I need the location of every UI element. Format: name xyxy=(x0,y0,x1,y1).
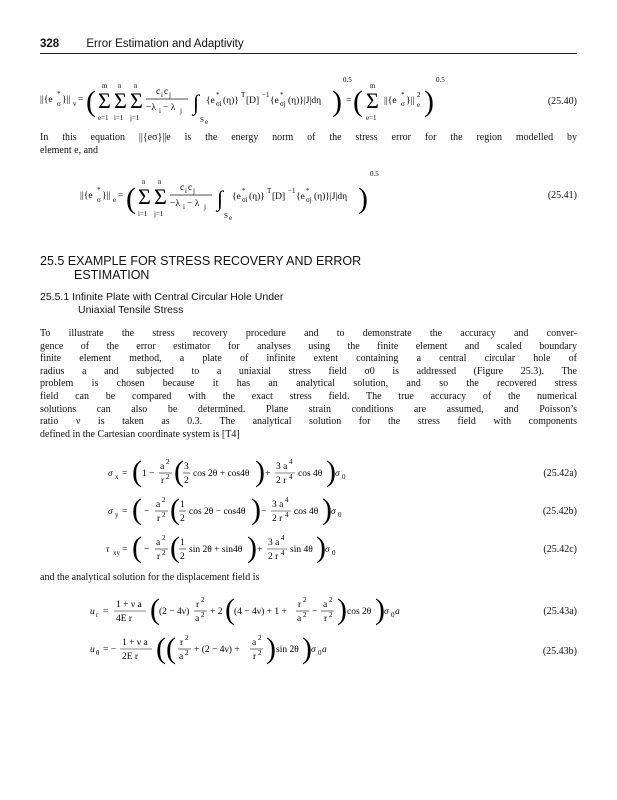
svg-text:||{e: ||{e xyxy=(80,191,93,201)
svg-text:3 a: 3 a xyxy=(272,500,284,510)
svg-text:r: r xyxy=(96,611,99,619)
svg-text:∫: ∫ xyxy=(217,186,224,211)
svg-text:(2 − 4ν): (2 − 4ν) xyxy=(159,607,190,617)
svg-text:u: u xyxy=(90,607,95,617)
svg-text:n: n xyxy=(142,178,146,186)
svg-text:2E r: 2E r xyxy=(122,652,139,662)
svg-text:a: a xyxy=(395,607,400,617)
paragraph-energy-norm xyxy=(40,132,577,157)
section-heading-line: ESTIMATION xyxy=(74,268,150,282)
svg-text:sin 2θ + sin4θ: sin 2θ + sin4θ xyxy=(189,545,243,555)
svg-text:1 + ν a: 1 + ν a xyxy=(116,600,142,610)
svg-text:τ: τ xyxy=(106,545,110,555)
svg-text:c: c xyxy=(180,183,185,193)
svg-text:a: a xyxy=(323,600,328,610)
svg-text:2: 2 xyxy=(162,534,166,542)
svg-text:2: 2 xyxy=(201,596,205,604)
svg-text:Σ: Σ xyxy=(154,184,167,209)
svg-text:): ) xyxy=(375,593,385,626)
svg-text:σ: σ xyxy=(57,100,61,108)
svg-text:−λ: −λ xyxy=(146,103,156,113)
subsection-heading xyxy=(40,291,577,317)
equation-25-42b xyxy=(108,490,408,533)
svg-text:4: 4 xyxy=(281,534,285,542)
svg-text:(η)}: (η)} xyxy=(249,192,265,202)
svg-text:0: 0 xyxy=(391,611,395,619)
paragraph-line: solutions can also be determined. Plane strain conditions are assumed, and Poisson’s xyxy=(40,403,577,415)
svg-text:r: r xyxy=(161,476,165,486)
equation-number: (25.40) xyxy=(547,96,577,107)
svg-text:j: j xyxy=(204,203,206,211)
svg-text:4: 4 xyxy=(285,511,289,519)
svg-text:e=1: e=1 xyxy=(98,114,109,122)
svg-text:u: u xyxy=(90,645,95,655)
svg-text:σ: σ xyxy=(331,507,336,517)
svg-text:+ (2 − 4ν) +: + (2 − 4ν) + xyxy=(194,645,240,655)
svg-text:e: e xyxy=(205,118,209,126)
svg-text:(: ( xyxy=(132,531,142,564)
paragraph-displacement-intro xyxy=(40,572,577,585)
equation-number: (25.43b) xyxy=(542,646,577,657)
svg-text:=: = xyxy=(122,507,128,517)
svg-text:a: a xyxy=(160,462,165,472)
paragraph-line: To illustrate the stress recovery procedure and to demonstrate the accuracy and conver- xyxy=(40,328,577,339)
equation-25-43b-graphic xyxy=(90,628,430,670)
svg-text:2 r: 2 r xyxy=(268,552,279,562)
svg-text:2: 2 xyxy=(162,496,166,504)
svg-text:σ: σ xyxy=(97,196,101,204)
svg-text:4: 4 xyxy=(289,458,293,466)
svg-text:cos 4θ: cos 4θ xyxy=(294,507,319,517)
svg-text:r: r xyxy=(180,638,184,648)
svg-text:−: − xyxy=(261,507,267,517)
svg-text:(4 − 4ν) + 1 +: (4 − 4ν) + 1 + xyxy=(234,607,287,617)
svg-text:j=1: j=1 xyxy=(130,114,140,122)
svg-text:n: n xyxy=(158,178,162,186)
svg-text:*: * xyxy=(242,187,246,195)
svg-text:e=1: e=1 xyxy=(366,114,377,122)
svg-text:): ) xyxy=(332,85,342,118)
svg-text:): ) xyxy=(266,632,276,665)
svg-text:cos 2θ − cos4θ: cos 2θ − cos4θ xyxy=(189,507,246,517)
svg-text:||{e: ||{e xyxy=(40,95,53,105)
svg-text:4: 4 xyxy=(285,496,289,504)
svg-text:v: v xyxy=(73,100,77,108)
svg-text:0: 0 xyxy=(342,473,346,481)
svg-text:0.5: 0.5 xyxy=(370,170,379,178)
svg-text:+: + xyxy=(265,469,271,479)
svg-text:σi: σi xyxy=(216,100,222,108)
svg-text:a: a xyxy=(297,614,302,624)
svg-text:σj: σj xyxy=(280,100,286,108)
svg-text:2: 2 xyxy=(303,611,307,619)
svg-text:r: r xyxy=(157,514,161,524)
svg-text:j=1: j=1 xyxy=(154,210,164,218)
paragraph-line: ratio ν is taken as 0.3. The analytical solution for the stress field with components xyxy=(40,416,577,428)
svg-text:2: 2 xyxy=(166,473,170,481)
running-head xyxy=(40,38,577,50)
svg-text:*: * xyxy=(57,90,61,98)
svg-text:(: ( xyxy=(353,85,363,118)
svg-text:i: i xyxy=(159,107,161,115)
svg-text:c: c xyxy=(164,87,169,97)
svg-text:): ) xyxy=(251,493,261,526)
svg-text:(η)}|J|dη: (η)}|J|dη xyxy=(288,96,322,106)
svg-text:2: 2 xyxy=(166,458,170,466)
svg-text:+: + xyxy=(257,545,263,555)
svg-text:− λ: − λ xyxy=(163,103,176,113)
svg-text:+ 2: + 2 xyxy=(210,607,223,617)
svg-text:σ: σ xyxy=(108,469,113,479)
svg-text:i=1: i=1 xyxy=(138,210,148,218)
svg-text:2: 2 xyxy=(201,611,205,619)
svg-text:Σ: Σ xyxy=(138,184,151,209)
svg-text:σ: σ xyxy=(401,100,405,108)
svg-text:2 r: 2 r xyxy=(276,476,287,486)
paragraph-line: gence of the error estimator for analyses using the finite element and scaled boundary xyxy=(40,340,577,352)
svg-text:2: 2 xyxy=(329,596,333,604)
svg-text:T: T xyxy=(267,187,272,195)
svg-text:y: y xyxy=(115,511,119,519)
equation-number: (25.42c) xyxy=(543,544,577,555)
svg-text:c: c xyxy=(188,183,193,193)
svg-text:S: S xyxy=(200,116,204,124)
svg-text:−1: −1 xyxy=(288,187,296,195)
paragraph-line: finite element method, a plate of infinite extent containing a central circular hole of xyxy=(40,353,577,365)
svg-text:r: r xyxy=(157,552,161,562)
svg-text:3 a: 3 a xyxy=(268,538,280,548)
equation-number: (25.42b) xyxy=(542,506,577,517)
equation-25-41-graphic xyxy=(80,164,400,228)
svg-text:a: a xyxy=(195,614,200,624)
svg-text:θ: θ xyxy=(96,649,100,657)
svg-text:{e: {e xyxy=(270,96,279,106)
svg-text:j: j xyxy=(180,107,182,115)
svg-text:): ) xyxy=(322,493,332,526)
svg-text:2: 2 xyxy=(162,511,166,519)
svg-text:=: = xyxy=(103,607,109,617)
equation-25-40-graphic xyxy=(40,66,460,130)
equation-number: (25.42a) xyxy=(543,468,577,479)
svg-text:x: x xyxy=(115,473,119,481)
svg-text:*: * xyxy=(306,187,310,195)
svg-text:[D]: [D] xyxy=(272,192,286,202)
paragraph-example-intro xyxy=(40,328,577,441)
svg-text:1 + ν a: 1 + ν a xyxy=(122,638,148,648)
equation-25-42b-graphic xyxy=(108,490,408,530)
svg-text:σ: σ xyxy=(384,607,389,617)
svg-text:Σ: Σ xyxy=(366,88,379,113)
svg-text:r: r xyxy=(253,652,257,662)
svg-text:=: = xyxy=(122,469,128,479)
svg-text:=: = xyxy=(122,545,128,555)
svg-text:(: ( xyxy=(86,85,96,118)
section-heading xyxy=(40,254,577,282)
svg-text:cos 4θ: cos 4θ xyxy=(298,469,323,479)
svg-text:3 a: 3 a xyxy=(276,462,288,472)
svg-text:i: i xyxy=(185,187,187,195)
paragraph-line: field can be compared with the exact stress field. The true accuracy of the numerical xyxy=(40,390,577,402)
svg-text:σi: σi xyxy=(242,196,248,204)
svg-text:(η)}|J|dη: (η)}|J|dη xyxy=(314,192,348,202)
svg-text:(: ( xyxy=(170,531,180,564)
svg-text:cos 2θ + cos4θ: cos 2θ + cos4θ xyxy=(193,469,250,479)
svg-text:sin 2θ: sin 2θ xyxy=(276,645,299,655)
svg-text:n: n xyxy=(118,82,122,90)
svg-text:(: ( xyxy=(225,593,235,626)
svg-text:σ: σ xyxy=(311,645,316,655)
svg-text:}||: }|| xyxy=(62,95,71,105)
paragraph-line: and the analytical solution for the displacement field is xyxy=(40,572,260,583)
svg-text:T: T xyxy=(241,91,246,99)
svg-text:((: (( xyxy=(156,632,176,665)
svg-text:σ: σ xyxy=(108,507,113,517)
svg-text:2: 2 xyxy=(417,91,421,99)
svg-text:j: j xyxy=(169,91,171,99)
svg-text:4E r: 4E r xyxy=(116,614,133,624)
equation-25-42a-graphic xyxy=(108,452,408,492)
svg-text:σj: σj xyxy=(306,196,312,204)
paragraph-line: In this equation ||{eσ}||e is the energy norm of the stress error for the region modelled by xyxy=(40,132,577,143)
subsection-heading-line: 25.5.1 Infinite Plate with Central Circular Hole Under xyxy=(40,291,284,303)
svg-text:[D]: [D] xyxy=(246,96,260,106)
svg-text:2: 2 xyxy=(180,514,185,524)
svg-text:{e: {e xyxy=(232,192,241,202)
svg-text:=: = xyxy=(118,191,124,201)
svg-text:1: 1 xyxy=(180,500,185,510)
running-title: Error Estimation and Adaptivity xyxy=(86,38,244,50)
svg-text:): ) xyxy=(255,455,265,488)
svg-text:1: 1 xyxy=(180,538,185,548)
svg-text:σ: σ xyxy=(335,469,340,479)
svg-text:Σ: Σ xyxy=(130,88,143,113)
svg-text:=: = xyxy=(78,95,84,105)
svg-text:e: e xyxy=(229,214,233,222)
svg-text:sin 4θ: sin 4θ xyxy=(290,545,313,555)
svg-text:): ) xyxy=(302,632,312,665)
equation-25-42c-graphic xyxy=(106,528,406,568)
svg-text:(η)}: (η)} xyxy=(223,96,239,106)
svg-text:(: ( xyxy=(170,493,180,526)
svg-text:e: e xyxy=(417,101,421,109)
equation-25-41 xyxy=(80,164,400,231)
svg-text:−λ: −λ xyxy=(170,199,180,209)
svg-text:*: * xyxy=(401,91,405,99)
svg-text:c: c xyxy=(156,87,161,97)
svg-text:1 −: 1 − xyxy=(142,469,155,479)
svg-text:*: * xyxy=(216,91,220,99)
page-number: 328 xyxy=(40,38,60,50)
svg-text:0: 0 xyxy=(318,649,322,657)
paragraph-line: radius a and subjected to a uniaxial stress field σ0 is addressed (Figure 25.3). The xyxy=(40,365,577,377)
subsection-heading-line: Uniaxial Tensile Stress xyxy=(78,304,184,316)
svg-text:i: i xyxy=(183,203,185,211)
svg-text:r: r xyxy=(298,600,302,610)
svg-text:2: 2 xyxy=(162,549,166,557)
paragraph-line: problem is chosen because it has an analytical solution, and so the recovered stress xyxy=(40,378,577,390)
svg-text:e: e xyxy=(113,196,117,204)
svg-text:||{e: ||{e xyxy=(384,96,397,106)
svg-text:a: a xyxy=(252,638,257,648)
svg-text:−: − xyxy=(144,507,150,517)
svg-text:0.5: 0.5 xyxy=(436,76,445,84)
header-rule xyxy=(40,53,577,54)
svg-text:2 r: 2 r xyxy=(272,514,283,524)
svg-text:− λ: − λ xyxy=(187,199,200,209)
svg-text:{e: {e xyxy=(296,192,305,202)
svg-text:*: * xyxy=(280,91,284,99)
svg-text:2: 2 xyxy=(258,649,262,657)
svg-text:3: 3 xyxy=(184,462,189,472)
svg-text:): ) xyxy=(326,455,336,488)
svg-text:S: S xyxy=(224,212,228,220)
svg-text:0: 0 xyxy=(332,549,336,557)
svg-text:): ) xyxy=(247,531,257,564)
svg-text:r: r xyxy=(324,614,328,624)
svg-text:2: 2 xyxy=(303,596,307,604)
svg-text:}||: }|| xyxy=(406,96,415,106)
svg-text:r: r xyxy=(196,600,200,610)
svg-text:(: ( xyxy=(174,455,184,488)
section-heading-line: 25.5 EXAMPLE FOR STRESS RECOVERY AND ERROR xyxy=(40,254,362,268)
svg-text:): ) xyxy=(316,531,326,564)
svg-text:−1: −1 xyxy=(262,91,270,99)
svg-text:*: * xyxy=(97,186,101,194)
svg-text:a: a xyxy=(156,538,161,548)
svg-text:): ) xyxy=(358,182,368,215)
svg-text:m: m xyxy=(370,82,376,90)
svg-text:0.5: 0.5 xyxy=(343,76,352,84)
equation-25-42c xyxy=(106,528,406,571)
svg-text:i: i xyxy=(161,91,163,99)
svg-text:=: = xyxy=(346,96,352,106)
svg-text:−: − xyxy=(312,607,318,617)
svg-text:∫: ∫ xyxy=(193,90,200,115)
svg-text:j: j xyxy=(193,187,195,195)
svg-text:a: a xyxy=(156,500,161,510)
svg-text:Σ: Σ xyxy=(114,88,127,113)
svg-text:i=1: i=1 xyxy=(114,114,124,122)
svg-text:{e: {e xyxy=(206,96,215,106)
svg-text:a: a xyxy=(179,652,184,662)
equation-number: (25.41) xyxy=(547,190,577,201)
svg-text:Σ: Σ xyxy=(98,88,111,113)
svg-text:): ) xyxy=(337,593,347,626)
svg-text:4: 4 xyxy=(289,473,293,481)
svg-text:2: 2 xyxy=(329,611,333,619)
equation-25-43b xyxy=(90,628,430,673)
svg-text:(: ( xyxy=(126,182,136,215)
svg-text:2: 2 xyxy=(185,649,189,657)
svg-text:(: ( xyxy=(150,593,160,626)
svg-text:2: 2 xyxy=(184,476,189,486)
svg-text:σ: σ xyxy=(325,545,330,555)
svg-text:2: 2 xyxy=(258,634,262,642)
svg-text:n: n xyxy=(134,82,138,90)
paragraph-line: defined in the Cartesian coordinate system is [T4] xyxy=(40,428,240,440)
paragraph-line: element e, and xyxy=(40,144,99,156)
equation-25-43a-graphic xyxy=(90,590,430,630)
svg-text:2: 2 xyxy=(185,634,189,642)
svg-text:(: ( xyxy=(132,493,142,526)
equation-number: (25.43a) xyxy=(543,606,577,617)
svg-text:4: 4 xyxy=(281,549,285,557)
equation-25-40 xyxy=(40,66,460,133)
svg-text:xy: xy xyxy=(113,549,120,557)
svg-text:2: 2 xyxy=(180,552,185,562)
svg-text:= −: = − xyxy=(103,645,117,655)
svg-text:}||: }|| xyxy=(102,191,111,201)
svg-text:a: a xyxy=(322,645,327,655)
svg-text:): ) xyxy=(424,85,434,118)
svg-text:(: ( xyxy=(132,455,142,488)
svg-text:0: 0 xyxy=(338,511,342,519)
equation-25-43a xyxy=(90,590,430,633)
svg-text:m: m xyxy=(102,82,108,90)
svg-text:cos 2θ: cos 2θ xyxy=(347,607,372,617)
equation-25-42a xyxy=(108,452,408,495)
svg-text:−: − xyxy=(144,545,150,555)
